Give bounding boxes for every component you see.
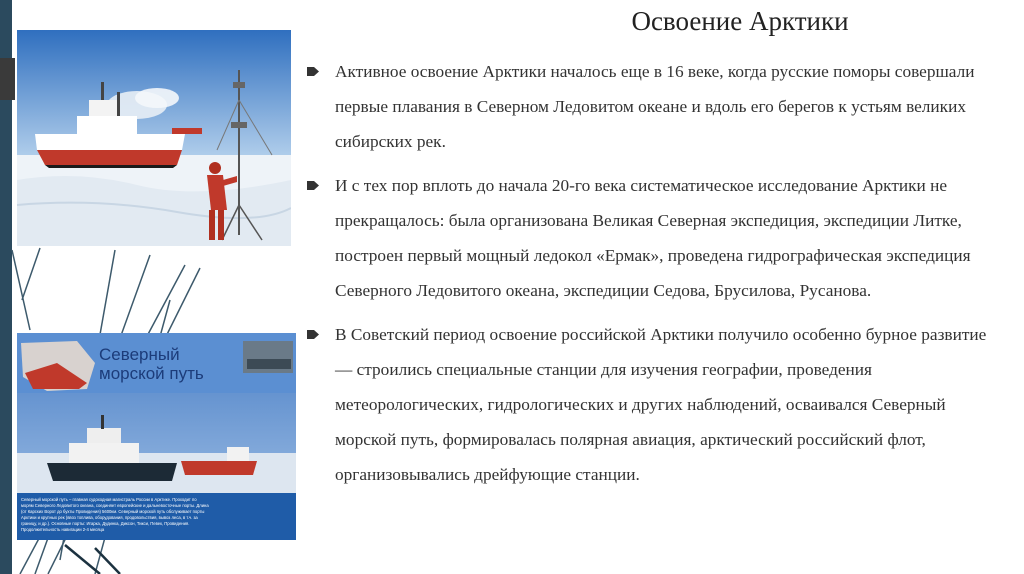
svg-text:морям Северного Ледовитого оке: морям Северного Ледовитого океана, соединяет европейские и дальневосточные порты. Длина: [21, 503, 209, 508]
bullet-text: И с тех пор вплоть до начала 20-го века систематическое исследование Арктики не прекращалось: была организована Великая Северная экспедиция, экспедиции Литке, построен первый мощный ледокол «Ермак», проведена гидрографическая экспедиция Северного Ледовитого океана, экспедиции Седова, Брусилова, Русанова.: [335, 176, 971, 300]
bullet-list: [307, 54, 1007, 492]
svg-text:(от Карских Ворот до бухты Про: (от Карских Ворот до бухты Провидения) 5600км. Северный морской путь обслуживает порты: [21, 509, 205, 514]
icebreaker-photo: [17, 30, 291, 246]
arrow-bullet-icon: [307, 330, 319, 339]
bullet-item: [307, 317, 1007, 492]
map-image-heading: Северный морской путь: [99, 345, 204, 383]
bullet-item: [307, 54, 1007, 159]
svg-text:Северный морской путь – главна: Северный морской путь – главная судоходная магистраль России в Арктике. Проходит по: [21, 497, 197, 502]
arrow-bullet-icon: [307, 181, 319, 190]
svg-text:Арктики и крупных рек (ввоз то: Арктики и крупных рек (ввоз топлива, оборудования, продовольствия, вывоз леса, в т.ч. за: [21, 515, 198, 520]
arrow-bullet-icon: [307, 67, 319, 76]
slide-title: Освоение Арктики: [631, 6, 849, 36]
svg-text:границу, и др.). Основные порт: границу, и др.). Основные порты: Игарка, Дудинка, Диксон, Тикси, Певек, Провидения.: [21, 521, 190, 526]
bullet-item: [307, 168, 1007, 308]
svg-text:Продолжительность навигации 2-: Продолжительность навигации 2-4 месяца: [21, 527, 105, 532]
northern-sea-route-map-image: [17, 333, 296, 540]
bullet-text: Активное освоение Арктики началось еще в 16 веке, когда русские поморы совершали первые плавания в Северном Ледовитом океане и вдоль его берегов к устьям великих сибирских рек.: [335, 62, 975, 151]
bullet-text: В Советский период освоение российской Арктики получило особенно бурное развитие — строились специальные станции для изучения географии, проведения метеорологических, гидрологических и других наблюдений, осваивался Северный морской путь, формировалась полярная авиация, арктический российский флот, организовывались дрейфующие станции.: [335, 325, 987, 484]
